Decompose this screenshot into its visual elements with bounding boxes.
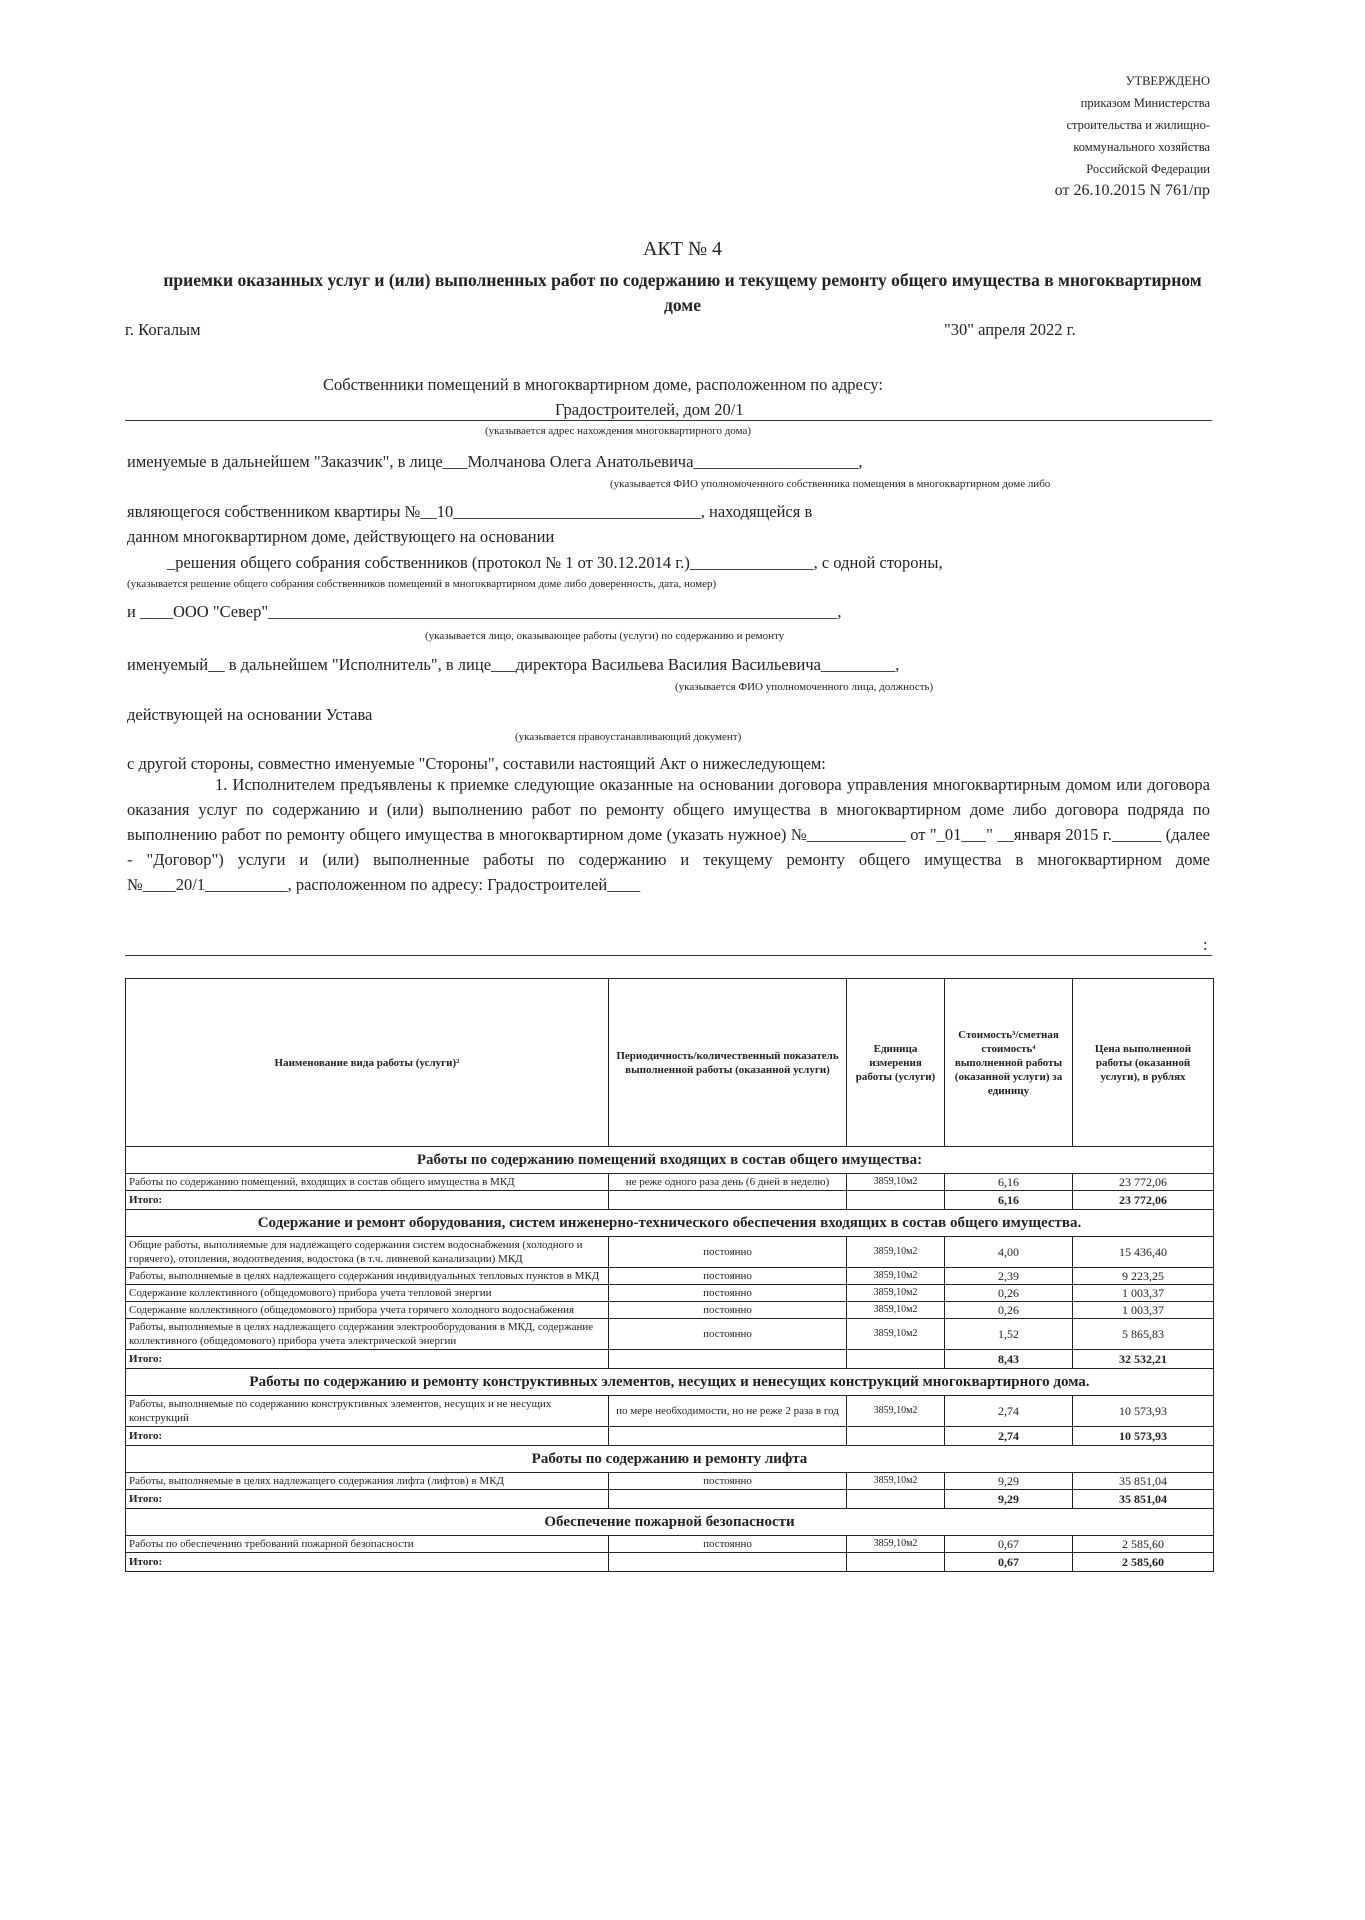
total-label: Итого: [126,1427,609,1446]
work-name: Работы, выполняемые в целях надлежащего содержания индивидуальных тепловых пунктов в МКД [126,1268,609,1285]
works-table [125,978,1214,1572]
empty-cell [847,1553,945,1572]
total-label: Итого: [126,1553,609,1572]
total-price: 35 851,04 [1073,1490,1214,1509]
total-label: Итого: [126,1490,609,1509]
section-title: Работы по содержанию и ремонту конструктивных элементов, несущих и ненесущих конструкций многоквартирного дома. [126,1369,1214,1396]
empty-cell [609,1350,847,1369]
work-period: постоянно [609,1536,847,1553]
table-row [126,1237,1214,1268]
empty-cell [609,1553,847,1572]
customer-line: именуемые в дальнейшем "Заказчик", в лице___Молчанова Олега Анатольевича____________________, [127,452,863,471]
clause-colon: : [1203,935,1208,954]
customer-note: (указывается ФИО уполномоченного собственника помещения в многоквартирном доме либо [610,478,1051,490]
empty-cell [609,1191,847,1210]
work-cost: 2,74 [945,1396,1073,1427]
section-title: Обеспечение пожарной безопасности [126,1509,1214,1536]
table-row [126,1174,1214,1191]
total-cost: 8,43 [945,1350,1073,1369]
work-cost: 0,67 [945,1536,1073,1553]
section-title: Работы по содержанию помещений входящих в состав общего имущества: [126,1147,1214,1174]
work-price: 9 223,25 [1073,1268,1214,1285]
house-line: данном многоквартирном доме, действующего на основании [127,527,555,546]
document-title: АКТ № 4 [642,238,723,260]
work-cost: 9,29 [945,1473,1073,1490]
work-period: постоянно [609,1268,847,1285]
total-row [126,1191,1214,1210]
owner-line: являющегося собственником квартиры №__10______________________________, находящейся в [127,502,813,521]
total-price: 32 532,21 [1073,1350,1214,1369]
work-cost: 1,52 [945,1319,1073,1350]
work-period: не реже одного раза день (6 дней в неделю) [609,1174,847,1191]
section-title-row [126,1446,1214,1473]
header-work-name: Наименование вида работы (услуги)² [126,979,609,1147]
work-price: 5 865,83 [1073,1319,1214,1350]
work-price: 10 573,93 [1073,1396,1214,1427]
executor-note: (указывается ФИО уполномоченного лица, должность) [675,681,934,693]
section-title-row [126,1210,1214,1237]
contractor-note: (указывается лицо, оказывающее работы (услуги) по содержанию и ремонту [425,630,785,642]
work-name: Работы, выполняемые в целях надлежащего содержания лифта (лифтов) в МКД [126,1473,609,1490]
table-row [126,1319,1214,1350]
total-cost: 0,67 [945,1553,1073,1572]
work-period: постоянно [609,1285,847,1302]
approval-line: приказом Министерства [1080,96,1210,110]
work-unit: 3859,10м2 [847,1473,945,1490]
work-unit: 3859,10м2 [847,1174,945,1191]
table-row [126,1302,1214,1319]
total-row [126,1427,1214,1446]
work-cost: 0,26 [945,1285,1073,1302]
charter-line: действующей на основании Устава [127,705,373,724]
approval-line: строительства и жилищно- [1066,118,1210,132]
work-price: 35 851,04 [1073,1473,1214,1490]
header-cost: Стоимость³/сметная стоимость⁴ выполненной работы (оказанной услуги) за единицу [945,979,1073,1147]
table-row [126,1473,1214,1490]
approval-line: Российской Федерации [1086,162,1210,176]
address-value: Градостроителей, дом 20/1 [555,400,744,419]
owners-text: Собственники помещений в многоквартирном доме, расположенном по адресу: [323,375,883,394]
charter-note: (указывается правоустанавливающий документ) [515,731,742,743]
total-label: Итого: [126,1191,609,1210]
table-row [126,1536,1214,1553]
approval-order: от 26.10.2015 N 761/пр [1054,182,1210,199]
basis-note: (указывается решение общего собрания собственников помещений в многоквартирном доме либо доверенность, дата, номер) [127,578,717,590]
total-row [126,1350,1214,1369]
work-period: постоянно [609,1302,847,1319]
clause-1 [127,772,1210,897]
header-unit: Единица измерения работы (услуги) [847,979,945,1147]
work-period: постоянно [609,1237,847,1268]
empty-cell [609,1490,847,1509]
work-unit: 3859,10м2 [847,1396,945,1427]
total-row [126,1553,1214,1572]
document-date: "30" апреля 2022 г. [944,320,1076,339]
work-name: Содержание коллективного (общедомового) прибора учета горячего холодного водоснабжения [126,1302,609,1319]
work-name: Общие работы, выполняемые для надлежащего содержания систем водоснабжения (холодного и горячего), отопления, водоотведения, водостока (в т.ч. ливневой канализации) МКД [126,1237,609,1268]
work-cost: 2,39 [945,1268,1073,1285]
table-row [126,1396,1214,1427]
work-price: 15 436,40 [1073,1237,1214,1268]
empty-cell [847,1427,945,1446]
approval-line: коммунального хозяйства [1073,140,1210,154]
work-period: по мере необходимости, но не реже 2 раза в год [609,1396,847,1427]
work-cost: 0,26 [945,1302,1073,1319]
work-price: 23 772,06 [1073,1174,1214,1191]
section-title-row [126,1509,1214,1536]
section-title-row [126,1147,1214,1174]
empty-cell [847,1350,945,1369]
header-price: Цена выполненной работы (оказанной услуги), в рублях [1073,979,1214,1147]
section-title: Работы по содержанию и ремонту лифта [126,1446,1214,1473]
executor-line: именуемый__ в дальнейшем "Исполнитель", в лице___директора Васильева Василия Васильевича_________, [127,655,900,674]
work-cost: 6,16 [945,1174,1073,1191]
contractor-line: и ____ООО "Север"_____________________________________________________________________, [127,602,842,621]
city: г. Когалым [125,320,201,339]
total-row [126,1490,1214,1509]
address-note: (указывается адрес нахождения многоквартирного дома) [485,425,752,437]
work-name: Работы по обеспечению требований пожарной безопасности [126,1536,609,1553]
work-name: Работы, выполняемые в целях надлежащего содержания электрооборудования в МКД, содержание коллективного (общедомового) прибора учета электрической энергии [126,1319,609,1350]
work-unit: 3859,10м2 [847,1285,945,1302]
work-price: 1 003,37 [1073,1285,1214,1302]
table-row [126,1285,1214,1302]
work-cost: 4,00 [945,1237,1073,1268]
approval-line: УТВЕРЖДЕНО [1125,74,1210,88]
sides-line: с другой стороны, совместно именуемые "Стороны", составили настоящий Акт о нижеследующем: [127,754,826,773]
approval-stamp [1055,70,1210,202]
total-price: 23 772,06 [1073,1191,1214,1210]
work-name: Содержание коллективного (общедомового) прибора учета тепловой энергии [126,1285,609,1302]
total-cost: 9,29 [945,1490,1073,1509]
address-underline [125,420,1212,421]
work-price: 2 585,60 [1073,1536,1214,1553]
header-periodicity: Периодичность/количественный показатель выполненной работы (оказанной услуги) [609,979,847,1147]
work-unit: 3859,10м2 [847,1536,945,1553]
work-name: Работы, выполняемые по содержанию конструктивных элементов, несущих и не несущих конструкций [126,1396,609,1427]
table-header-row [126,979,1214,1147]
total-cost: 2,74 [945,1427,1073,1446]
work-period: постоянно [609,1473,847,1490]
total-price: 10 573,93 [1073,1427,1214,1446]
table-row [126,1268,1214,1285]
work-price: 1 003,37 [1073,1302,1214,1319]
work-unit: 3859,10м2 [847,1302,945,1319]
section-title: Содержание и ремонт оборудования, систем инженерно-технического обеспечения входящих в состав общего имущества. [126,1210,1214,1237]
empty-cell [847,1191,945,1210]
total-cost: 6,16 [945,1191,1073,1210]
clause-underline [125,955,1212,956]
section-title-row [126,1369,1214,1396]
total-label: Итого: [126,1350,609,1369]
work-unit: 3859,10м2 [847,1268,945,1285]
empty-cell [847,1490,945,1509]
empty-cell [609,1427,847,1446]
work-unit: 3859,10м2 [847,1319,945,1350]
clause-1-text: 1. Исполнителем предъявлены к приемке следующие оказанные на основании договора управления многоквартирным домом или договора оказания услуг по содержанию и (или) выполнению работ по ремонту общего имущества в многоквартирном доме либо договора подряда по выполнению работ по ремонту общего имущества в многоквартирном доме (указать нужное) №____________ от "_01___" __января 2015 г.______ (далее - "Договор") услуги и (или) выполненные работы по содержанию и текущему ремонту общего имущества в многоквартирном доме №____20/1__________, расположенном по адресу: Градостроителей____ [127,775,1210,894]
document-subtitle: приемки оказанных услуг и (или) выполненных работ по содержанию и текущему ремонту общего имущества в многоквартирном доме [163,270,1202,315]
basis-line: _решения общего собрания собственников (протокол № 1 от 30.12.2014 г.)_______________, с одной стороны, [167,553,943,572]
total-price: 2 585,60 [1073,1553,1214,1572]
work-name: Работы по содержанию помещений, входящих в состав общего имущества в МКД [126,1174,609,1191]
work-unit: 3859,10м2 [847,1237,945,1268]
work-period: постоянно [609,1319,847,1350]
